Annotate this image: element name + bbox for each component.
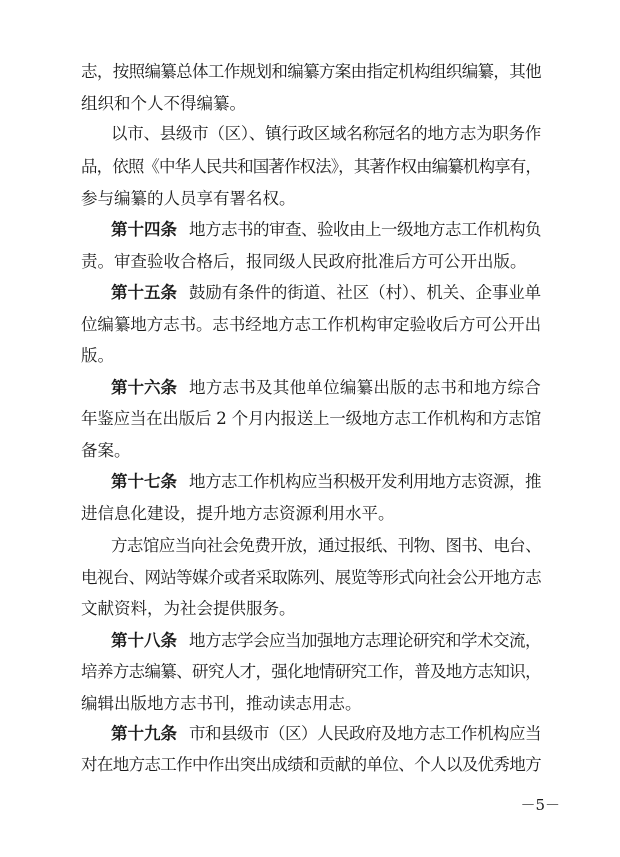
text-line [81, 599, 296, 619]
article-line [111, 220, 541, 240]
text-line [81, 504, 395, 524]
line-text: 地方志书的审查、验收由上一级地方志工作机构负 [189, 220, 541, 239]
text-line [81, 189, 296, 209]
line-text: 地方志学会应当加强地方志理论研究和学术交流， [189, 631, 541, 650]
line-text: 电视台、网站等媒介或者采取陈列、展览等形式向社会公开地方志 [81, 568, 542, 587]
article-number: 第十八条 [111, 631, 177, 650]
article-line [111, 378, 541, 398]
line-text: 对在地方志工作中作出突出成绩和贡献的单位、个人以及优秀地方 [81, 755, 542, 774]
article-line [111, 724, 541, 744]
line-text: 地方志书及其他单位编纂出版的志书和地方综合 [189, 378, 541, 397]
text-line [81, 252, 527, 272]
article-line [111, 283, 541, 303]
line-text: 培养方志编纂、研究人才，强化地情研究工作，普及地方志知识， [81, 662, 542, 681]
article-number: 第十五条 [111, 283, 177, 302]
line-text: 市和县级市（区）人民政府及地方志工作机构应当 [189, 724, 541, 743]
line-text: 参与编纂的人员享有署名权。 [81, 189, 296, 208]
text-line [81, 441, 131, 461]
text-line [81, 315, 541, 335]
article-number: 第十七条 [111, 472, 177, 491]
line-text: 鼓励有条件的街道、社区（村）、机关、企事业单 [189, 283, 541, 302]
line-text: 备案。 [81, 441, 131, 460]
line-text: 品，依照《中华人民共和国著作权法》，其著作权由编纂机构享有， [81, 157, 542, 176]
line-text: 位编纂地方志书。志书经地方志工作机构审定验收后方可公开出 [81, 315, 542, 334]
line-text: 组织和个人不得编纂。 [81, 94, 246, 113]
text-line [81, 94, 246, 114]
text-line [111, 124, 541, 144]
text-line [81, 157, 541, 177]
text-line [81, 62, 541, 82]
line-text: 编辑出版地方志书刊，推动读志用志。 [81, 694, 362, 713]
line-text: 版。 [81, 346, 114, 365]
line-text: 志，按照编纂总体工作规划和编纂方案由指定机构组织编纂，其他 [81, 62, 542, 81]
text-line [81, 662, 541, 682]
line-text: 方志馆应当向社会免费开放，通过报纸、刊物、图书、电台、 [111, 536, 542, 555]
article-number: 第十四条 [111, 220, 177, 239]
line-text: 以市、县级市（区）、镇行政区域名称冠名的地方志为职务作 [111, 124, 542, 143]
page-number: －5－ [520, 796, 560, 814]
line-text: 年鉴应当在出版后 2 个月内报送上一级地方志工作机构和方志馆 [81, 409, 541, 428]
text-line [81, 694, 362, 714]
text-line [81, 755, 541, 775]
line-text: 地方志工作机构应当积极开发利用地方志资源，推 [189, 472, 541, 491]
text-line [81, 346, 114, 366]
line-text: 责。审查验收合格后，报同级人民政府批准后方可公开出版。 [81, 252, 527, 271]
article-number: 第十九条 [111, 724, 177, 743]
text-line [81, 568, 541, 588]
article-line [111, 472, 541, 492]
text-line [81, 409, 541, 429]
article-line [111, 631, 541, 651]
line-text: 文献资料，为社会提供服务。 [81, 599, 296, 618]
text-line [111, 536, 541, 556]
line-text: 进信息化建设，提升地方志资源利用水平。 [81, 504, 395, 523]
article-number: 第十六条 [111, 378, 177, 397]
